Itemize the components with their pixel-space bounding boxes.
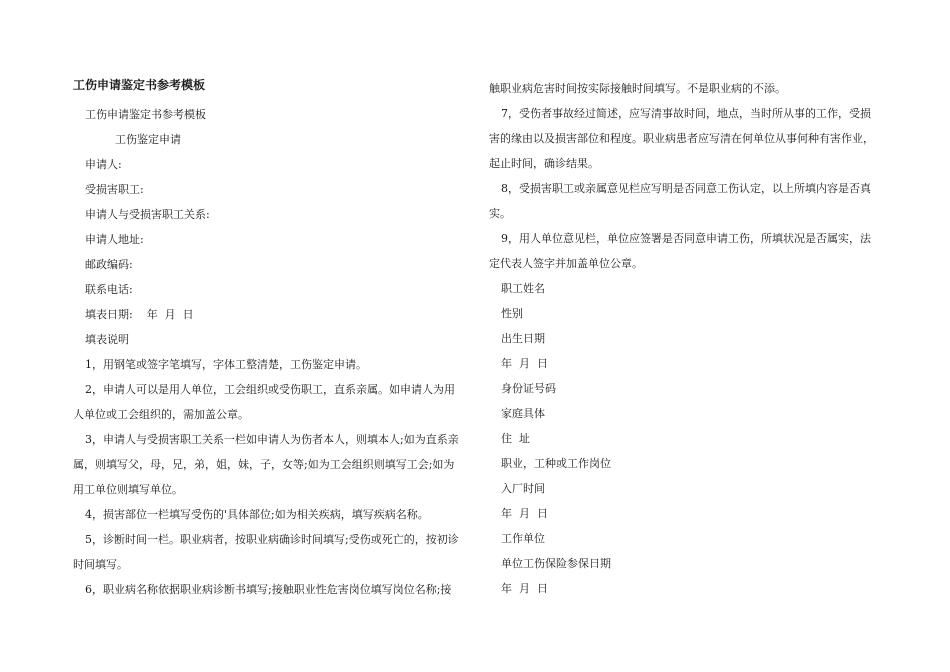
instruction-item-4: 4，损害部位一栏填写受伤的'具体部位;如为相关疾病，填写疾病名称。 xyxy=(85,508,429,521)
page-title: 工伤申请鉴定书参考模板 xyxy=(73,78,206,92)
table-field-insurance-date: 单位工伤保险参保日期 xyxy=(501,557,611,570)
form-field-address: 申请人地址: xyxy=(85,233,144,246)
table-field-entry-date: 入厂时间 xyxy=(501,482,545,495)
table-field-occupation: 职业，工种或工作岗位 xyxy=(501,457,611,470)
form-heading: 工伤鉴定申请 xyxy=(115,133,181,146)
instruction-item-1: 1，用钢笔或签字笔填写，字体工整清楚，工伤鉴定申请。 xyxy=(85,358,367,371)
form-field-injured-worker: 受损害职工: xyxy=(85,183,144,196)
instruction-item-3: 3，申请人与受损害职工关系一栏如申请人为伤者本人，则填本人;如为直系亲属，则填写父，母，兄，弟，姐，妹，子，女等;如为工会组织则填写工会;如为用工单位则填写单位。 xyxy=(73,433,459,496)
table-field-home: 家庭具体 xyxy=(501,407,545,420)
form-field-postcode: 邮政编码: xyxy=(85,258,133,271)
table-field-name: 职工姓名 xyxy=(501,282,545,295)
table-field-date-ymd: 年 月 日 xyxy=(501,507,548,520)
table-field-address: 住 址 xyxy=(501,432,530,445)
table-field-date-ymd: 年 月 日 xyxy=(501,582,548,595)
instruction-item-6-continued: 触职业病危害时间按实际接触时间填写。不是职业病的不添。 xyxy=(489,82,786,95)
table-field-gender: 性别 xyxy=(501,307,523,320)
instruction-item-9: 9，用人单位意见栏，单位应签署是否同意申请工伤，所填状况是否属实，法定代表人签字并加盖单位公章。 xyxy=(489,232,871,270)
table-field-employer: 工作单位 xyxy=(501,532,545,545)
instructions-heading: 填表说明 xyxy=(85,333,129,346)
table-field-date-ymd: 年 月 日 xyxy=(501,357,548,370)
instruction-item-5: 5，诊断时间一栏。职业病者，按职业病确诊时间填写;受伤或死亡的，按初诊时间填写。 xyxy=(73,533,459,571)
instruction-item-6: 6，职业病名称依据职业病诊断书填写;接触职业性危害岗位填写岗位名称;接 xyxy=(85,583,452,596)
table-field-birthdate: 出生日期 xyxy=(501,332,545,345)
instruction-item-7: 7，受伤者事故经过简述，应写清事故时间，地点，当时所从事的工作，受损害的缘由以及损害部位和程度。职业病患者应写清在何单位从事何种有害作业，起止时间，确诊结果。 xyxy=(489,107,874,170)
instruction-item-2: 2，申请人可以是用人单位，工会组织或受伤职工，直系亲属。如申请人为用人单位或工会组织的，需加盖公章。 xyxy=(73,383,455,421)
form-field-applicant: 申请人: xyxy=(85,158,122,171)
right-column xyxy=(489,76,881,601)
form-field-date: 填表日期: 年 月 日 xyxy=(85,308,194,321)
table-field-id-number: 身份证号码 xyxy=(501,382,556,395)
form-field-phone: 联系电话: xyxy=(85,283,133,296)
document-subtitle: 工伤申请鉴定书参考模板 xyxy=(85,108,206,121)
left-column xyxy=(73,102,465,602)
form-field-relationship: 申请人与受损害职工关系: xyxy=(85,208,210,221)
instruction-item-8: 8，受损害职工或亲属意见栏应写明是否同意工伤认定，以上所填内容是否真实。 xyxy=(489,182,871,220)
